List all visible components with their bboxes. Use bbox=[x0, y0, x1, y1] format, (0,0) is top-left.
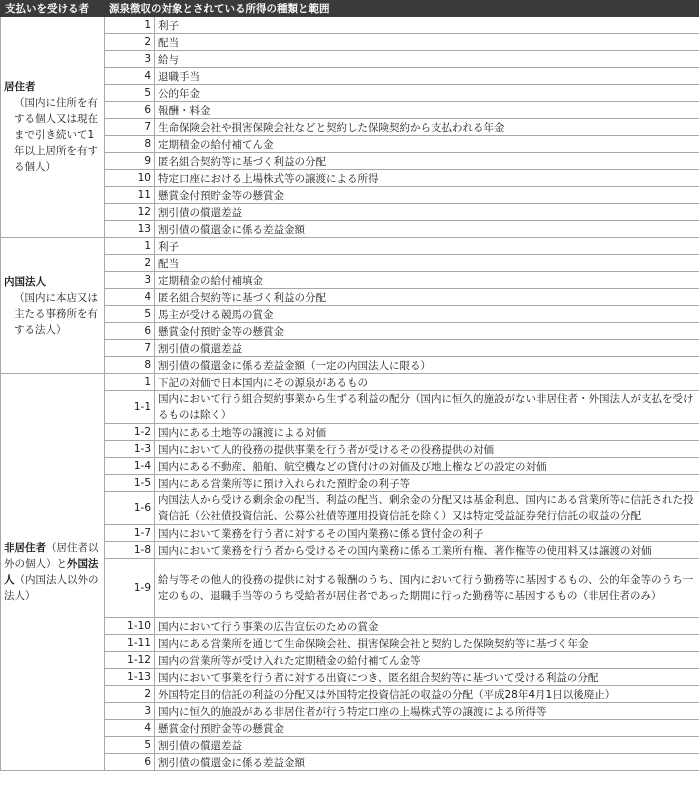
row-number: 1-4 bbox=[105, 458, 155, 475]
row-text: 配当 bbox=[155, 34, 699, 51]
row-text: 懸賞金付預貯金等の懸賞金 bbox=[155, 720, 699, 737]
row-text: 報酬・料金 bbox=[155, 102, 699, 119]
row-number: 1-8 bbox=[105, 542, 155, 559]
table-row bbox=[1, 754, 699, 771]
row-text: 利子 bbox=[155, 17, 699, 34]
category-description-b: （内国法人以外の法人） bbox=[4, 574, 99, 602]
row-text: 懸賞金付預貯金等の懸賞金 bbox=[155, 323, 699, 340]
row-number: 4 bbox=[105, 68, 155, 85]
row-number: 3 bbox=[105, 703, 155, 720]
category-resident bbox=[1, 17, 105, 238]
row-number: 1 bbox=[105, 374, 155, 391]
row-text: 国内にある営業所を通じて生命保険会社、損害保険会社と契約した保険契約等に基づく年金 bbox=[155, 635, 699, 652]
row-number: 1-3 bbox=[105, 441, 155, 458]
row-number: 2 bbox=[105, 686, 155, 703]
table-row bbox=[1, 424, 699, 441]
row-number: 10 bbox=[105, 170, 155, 187]
row-number: 5 bbox=[105, 737, 155, 754]
category-domestic-corporation bbox=[1, 238, 105, 374]
table-row bbox=[1, 652, 699, 669]
row-text: 国内に恒久的施設がある非居住者が行う特定口座の上場株式等の譲渡による所得等 bbox=[155, 703, 699, 720]
row-number: 11 bbox=[105, 187, 155, 204]
row-text: 退職手当 bbox=[155, 68, 699, 85]
row-text: 内国法人から受ける剰余金の配当、利益の配当、剰余金の分配又は基金利息、国内にある営業所等に信託された投資信託（公社債投資信託、公募公社債等運用投資信託を除く）又は特定受益証券発行信託の収益の分配 bbox=[155, 492, 699, 525]
row-number: 12 bbox=[105, 204, 155, 221]
category-description: （国内に本店又は主たる事務所を有する法人） bbox=[14, 291, 98, 336]
table-row bbox=[1, 720, 699, 737]
table-row bbox=[1, 17, 699, 34]
row-text: 外国特定目的信託の利益の分配又は外国特定投資信託の収益の分配（平成28年4月1日以後廃止） bbox=[155, 686, 699, 703]
header-row bbox=[1, 1, 699, 17]
table-row bbox=[1, 686, 699, 703]
table-row bbox=[1, 272, 699, 289]
row-number: 1-1 bbox=[105, 391, 155, 424]
row-text: 配当 bbox=[155, 255, 699, 272]
row-number: 1-11 bbox=[105, 635, 155, 652]
row-number: 13 bbox=[105, 221, 155, 238]
row-number: 7 bbox=[105, 340, 155, 357]
row-number: 3 bbox=[105, 51, 155, 68]
row-number: 1-6 bbox=[105, 492, 155, 525]
table-row bbox=[1, 255, 699, 272]
row-number: 7 bbox=[105, 119, 155, 136]
row-number: 1-10 bbox=[105, 618, 155, 635]
table-row bbox=[1, 737, 699, 754]
row-number: 4 bbox=[105, 720, 155, 737]
row-text: 利子 bbox=[155, 238, 699, 255]
row-text: 定期積金の給付補填金 bbox=[155, 272, 699, 289]
row-text: 懸賞金付預貯金等の懸賞金 bbox=[155, 187, 699, 204]
table-row bbox=[1, 703, 699, 720]
row-text: 国内において人的役務の提供事業を行う者が受けるその役務提供の対価 bbox=[155, 441, 699, 458]
table-row bbox=[1, 340, 699, 357]
table-row bbox=[1, 68, 699, 85]
row-number: 4 bbox=[105, 289, 155, 306]
row-number: 1-12 bbox=[105, 652, 155, 669]
table-row bbox=[1, 559, 699, 618]
row-number: 1 bbox=[105, 17, 155, 34]
table-row bbox=[1, 170, 699, 187]
table-row bbox=[1, 374, 699, 391]
row-text: 匿名組合契約等に基づく利益の分配 bbox=[155, 153, 699, 170]
row-number: 1-2 bbox=[105, 424, 155, 441]
row-number: 6 bbox=[105, 754, 155, 771]
table-row bbox=[1, 458, 699, 475]
row-number: 1 bbox=[105, 238, 155, 255]
row-text: 国内において事業を行う者に対する出資につき、匿名組合契約等に基づいて受ける利益の分配 bbox=[155, 669, 699, 686]
table-row bbox=[1, 238, 699, 255]
row-text: 馬主が受ける競馬の賞金 bbox=[155, 306, 699, 323]
table-row bbox=[1, 618, 699, 635]
row-text: 給与等その他人的役務の提供に対する報酬のうち、国内において行う勤務等に基因するもの、公的年金等のうち一定のもの、退職手当等のうち受給者が居住者であった期間に行った勤務等に基因するもの（非居住者のみ） bbox=[155, 559, 699, 618]
header-income-type: 源泉徴収の対象とされている所得の種類と範囲 bbox=[105, 1, 699, 17]
category-nonresident-foreign-corporation bbox=[1, 374, 105, 771]
row-text: 下記の対価で日本国内にその源泉があるもの bbox=[155, 374, 699, 391]
row-text: 国内において業務を行う者から受けるその国内業務に係る工業所有権、著作権等の使用料又は譲渡の対価 bbox=[155, 542, 699, 559]
table-row bbox=[1, 391, 699, 424]
row-text: 割引債の償還差益 bbox=[155, 204, 699, 221]
table-row bbox=[1, 475, 699, 492]
row-number: 3 bbox=[105, 272, 155, 289]
category-name: 内国法人 bbox=[4, 275, 46, 288]
table-row bbox=[1, 102, 699, 119]
row-number: 8 bbox=[105, 136, 155, 153]
table-row bbox=[1, 525, 699, 542]
row-text: 国内において行う組合契約事業から生ずる利益の配分（国内に恒久的施設がない非居住者・外国法人が支払を受けるものは除く） bbox=[155, 391, 699, 424]
row-text: 国内にある土地等の譲渡による対価 bbox=[155, 424, 699, 441]
table-row bbox=[1, 306, 699, 323]
table-row bbox=[1, 119, 699, 136]
row-number: 5 bbox=[105, 85, 155, 102]
table-row bbox=[1, 323, 699, 340]
row-number: 6 bbox=[105, 102, 155, 119]
table-row bbox=[1, 153, 699, 170]
row-number: 1-5 bbox=[105, 475, 155, 492]
table-row bbox=[1, 136, 699, 153]
row-text: 国内において業務を行う者に対するその国内業務に係る貸付金の利子 bbox=[155, 525, 699, 542]
table-row bbox=[1, 204, 699, 221]
row-text: 割引債の償還金に係る差益金額（一定の内国法人に限る） bbox=[155, 357, 699, 374]
table-row bbox=[1, 221, 699, 238]
table-row bbox=[1, 441, 699, 458]
category-description: （居住者以外の個人）と bbox=[4, 542, 99, 570]
row-text: 生命保険会社や損害保険会社などと契約した保険契約から支払われる年金 bbox=[155, 119, 699, 136]
row-text: 国内の営業所等が受け入れた定期積金の給付補てん金等 bbox=[155, 652, 699, 669]
table-row bbox=[1, 357, 699, 374]
row-number: 9 bbox=[105, 153, 155, 170]
row-text: 特定口座における上場株式等の譲渡による所得 bbox=[155, 170, 699, 187]
category-name-b: 外国法人 bbox=[4, 558, 99, 586]
row-text: 割引債の償還金に係る差益金額 bbox=[155, 754, 699, 771]
category-description: （国内に住所を有する個人又は現在まで引き続いて1年以上居所を有する個人） bbox=[14, 97, 98, 173]
row-number: 2 bbox=[105, 34, 155, 51]
row-number: 8 bbox=[105, 357, 155, 374]
row-text: 給与 bbox=[155, 51, 699, 68]
table-row bbox=[1, 635, 699, 652]
row-text: 割引債の償還差益 bbox=[155, 737, 699, 754]
row-text: 匿名組合契約等に基づく利益の分配 bbox=[155, 289, 699, 306]
row-number: 1-9 bbox=[105, 559, 155, 618]
row-number: 5 bbox=[105, 306, 155, 323]
category-name: 非居住者 bbox=[4, 542, 46, 554]
table-row bbox=[1, 34, 699, 51]
table-row bbox=[1, 669, 699, 686]
table-row bbox=[1, 85, 699, 102]
row-text: 国内において行う事業の広告宣伝のための賞金 bbox=[155, 618, 699, 635]
table-row bbox=[1, 542, 699, 559]
row-text: 割引債の償還金に係る差益金額 bbox=[155, 221, 699, 238]
row-number: 2 bbox=[105, 255, 155, 272]
row-number: 1-13 bbox=[105, 669, 155, 686]
row-text: 公的年金 bbox=[155, 85, 699, 102]
row-text: 割引債の償還差益 bbox=[155, 340, 699, 357]
row-text: 定期積金の給付補てん金 bbox=[155, 136, 699, 153]
table-row bbox=[1, 187, 699, 204]
header-recipient: 支払いを受ける者 bbox=[1, 1, 105, 17]
category-name: 居住者 bbox=[4, 81, 36, 93]
row-number: 1-7 bbox=[105, 525, 155, 542]
row-text: 国内にある営業所等に預け入れられた預貯金の利子等 bbox=[155, 475, 699, 492]
table-row bbox=[1, 289, 699, 306]
table-row bbox=[1, 492, 699, 525]
table-row bbox=[1, 51, 699, 68]
row-text: 国内にある不動産、船舶、航空機などの貸付けの対価及び地上権などの設定の対価 bbox=[155, 458, 699, 475]
row-number: 6 bbox=[105, 323, 155, 340]
